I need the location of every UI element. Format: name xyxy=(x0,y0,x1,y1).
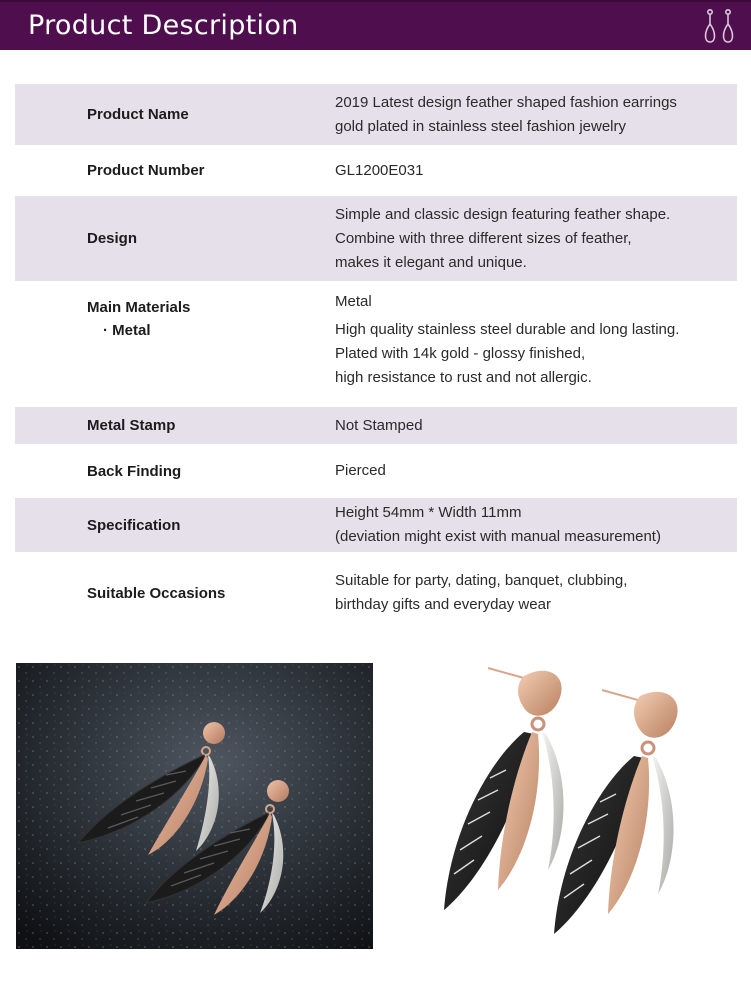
page-title: Product Description xyxy=(28,10,299,41)
row-value: Simple and classic design featuring feather shape. Combine with three different sizes of feather, makes it elegant and unique. xyxy=(335,205,671,271)
spec-table xyxy=(15,84,737,634)
table-row-specification xyxy=(15,498,737,552)
row-value: Suitable for party, dating, banquet, clubbing, birthday gifts and everyday wear xyxy=(335,572,628,613)
row-value: GL1200E031 xyxy=(335,161,424,179)
table-row-design xyxy=(15,196,737,281)
row-label: Metal Stamp xyxy=(87,417,176,434)
table-row-metal-stamp xyxy=(15,407,737,444)
row-value: Not Stamped xyxy=(335,416,423,434)
table-row-product-name xyxy=(15,84,737,145)
table-row-suitable-occasions xyxy=(15,552,737,634)
row-label: Main Materials · Metal xyxy=(87,299,191,339)
earring-icon xyxy=(701,8,737,46)
row-value: Pierced xyxy=(335,462,386,479)
table-row-main-materials xyxy=(15,281,737,407)
row-sub-label: · Metal xyxy=(103,322,151,339)
row-value: 2019 Latest design feather shaped fashion earrings gold plated in stainless steel fashion jewelry xyxy=(335,93,677,135)
row-value: Metal High quality stainless steel durable and long lasting. Plated with 14k gold - glossy finished, high resistance to rust and not allergic. xyxy=(335,293,680,386)
row-label: Product Name xyxy=(87,106,189,123)
product-photo-dark-background xyxy=(16,663,373,949)
row-label: Product Number xyxy=(87,162,205,179)
table-row-back-finding xyxy=(15,444,737,498)
row-label: Specification xyxy=(87,516,181,534)
row-label: Suitable Occasions xyxy=(87,584,226,602)
header-bar xyxy=(0,0,751,50)
row-label: Design xyxy=(87,230,138,247)
row-label: Back Finding xyxy=(87,462,182,480)
table-row-product-number xyxy=(15,145,737,196)
product-photo-white-background xyxy=(420,660,720,950)
row-value: Height 54mm * Width 11mm (deviation might exist with manual measurement) xyxy=(335,504,661,545)
